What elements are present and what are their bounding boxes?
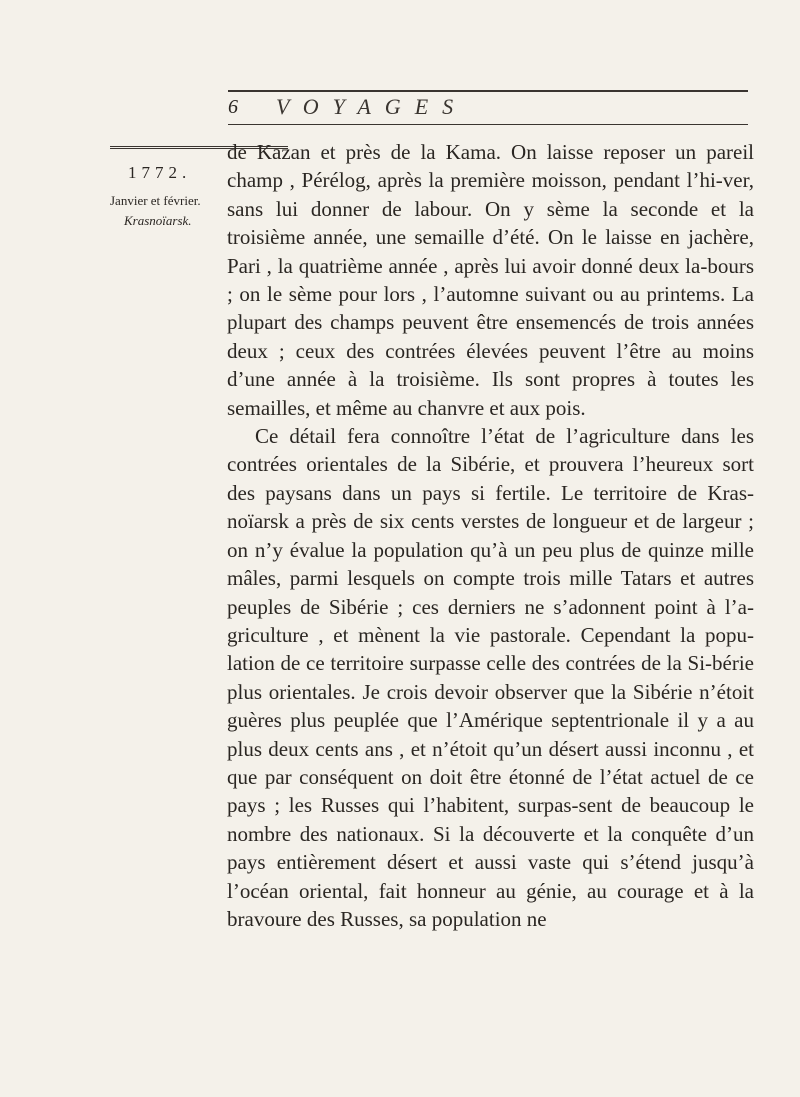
- running-header: [228, 90, 748, 130]
- margin-place: Krasnoïarsk.: [124, 213, 192, 228]
- paragraph-2: Ce détail fera connoître l’état de l’agriculture dans les contrées orientales de la Sibérie, et prouvera l’heureux sort des paysans dans un pays si fertile. Le territoire de Kras-noïarsk a près de six cents verstes de longueur et de largeur ; on n’y évalue la population qu’à un peu plus de quinze mille mâles, parmi lesquels on compte trois mille Tatars et autres peuples de Sibérie ; ces derniers ne s’adonnent point à l’a-griculture , et mènent la vie pastorale. Cependant la popu-lation de ce territoire surpasse celle des contrées de la Si-bérie plus orientales. Je crois devoir observer que la Sibérie n’étoit guères plus peuplée que l’Amérique septentrionale il y a au plus deux cents ans , et n’étoit qu’un désert aussi inconnu , et que par conséquent on doit être étonné de l’état actuel de ce pays ; les Russes qui l’habitent, surpas-sent de beaucoup le nombre des nationaux. Si la découverte et la conquête d’un pays entièrement désert et aussi vaste qui s’étend jusqu’à l’océan oriental, fait honneur au génie, au courage et à la bravoure des Russes, sa population ne: [227, 424, 754, 931]
- body-text: [227, 138, 754, 933]
- margin-months: Janvier et février.: [110, 193, 201, 208]
- header-top-rule: [228, 90, 748, 92]
- margin-year: 1772.: [128, 163, 192, 182]
- paragraph-1: de Kazan et près de la Kama. On laisse reposer un pareil champ , Pérélog, après la première moisson, pendant l’hi-ver, sans lui donner de labour. On y sème la seconde et la troisième année, une semaille d’été. On le laisse en jachère, Pari , la quatrième année , après lui avoir donné deux la-bours ; on le sème pour lors , l’automne suivant ou au printems. La plupart des champs peuvent être ensemencés de trois années deux ; ceux des contrées élevées peuvent l’être au moins d’une année à la troisième. Ils sont propres à toutes les semailles, et même au chanvre et aux pois.: [227, 140, 754, 420]
- page-number: 6: [228, 96, 238, 118]
- running-title: VOYAGES: [276, 94, 468, 119]
- header-bottom-rule: [228, 124, 748, 125]
